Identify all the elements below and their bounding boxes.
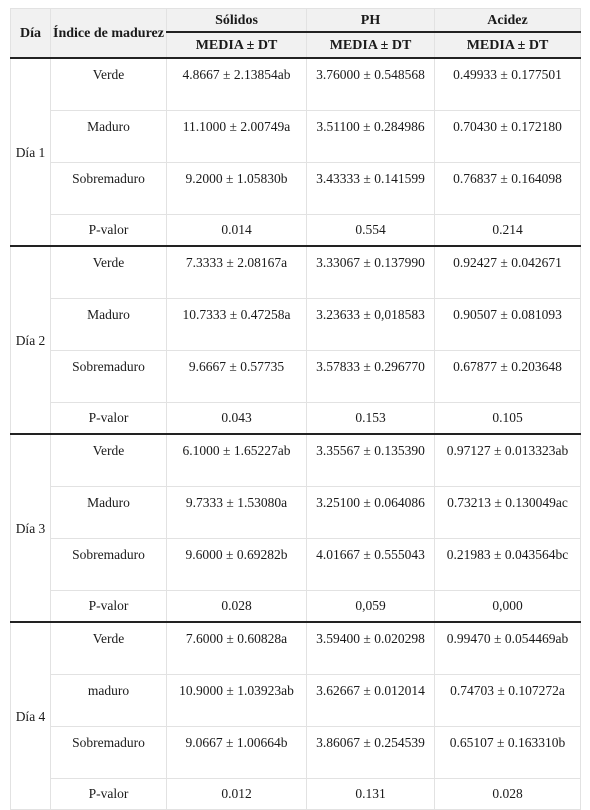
table-row (11, 58, 581, 111)
cell-indice: Verde (51, 434, 167, 487)
table-row (11, 434, 581, 487)
cell-solidos: 9.6000 ± 0.69282b (167, 539, 307, 591)
header-indice-madurez: Índice de madurez (51, 9, 167, 59)
cell-ph: 3.59400 ± 0.020298 (307, 622, 435, 675)
header-ph: PH (307, 9, 435, 33)
cell-solidos: 9.2000 ± 1.05830b (167, 163, 307, 215)
cell-ph: 0,059 (307, 591, 435, 623)
table-row (11, 299, 581, 351)
cell-solidos: 0.014 (167, 215, 307, 247)
cell-ph: 3.51100 ± 0.284986 (307, 111, 435, 163)
day-label: Día 4 (11, 622, 51, 810)
cell-indice: Maduro (51, 299, 167, 351)
cell-acidez: 0.028 (435, 779, 581, 810)
header-solidos: Sólidos (167, 9, 307, 33)
cell-indice: Maduro (51, 487, 167, 539)
cell-indice: Verde (51, 246, 167, 299)
p-value-row (11, 591, 581, 623)
cell-indice: P-valor (51, 403, 167, 435)
cell-ph: 3.57833 ± 0.296770 (307, 351, 435, 403)
cell-solidos: 6.1000 ± 1.65227ab (167, 434, 307, 487)
table-row (11, 487, 581, 539)
cell-solidos: 10.9000 ± 1.03923ab (167, 675, 307, 727)
header-acidez: Acidez (435, 9, 581, 33)
cell-acidez: 0.214 (435, 215, 581, 247)
cell-ph: 3.86067 ± 0.254539 (307, 727, 435, 779)
table-row (11, 111, 581, 163)
table-row (11, 351, 581, 403)
cell-solidos: 9.7333 ± 1.53080a (167, 487, 307, 539)
table-row (11, 622, 581, 675)
cell-ph: 0.153 (307, 403, 435, 435)
cell-ph: 3.23633 ± 0,018583 (307, 299, 435, 351)
cell-indice: P-valor (51, 779, 167, 810)
cell-ph: 4.01667 ± 0.555043 (307, 539, 435, 591)
cell-solidos: 9.6667 ± 0.57735 (167, 351, 307, 403)
header-dia: Día (11, 9, 51, 59)
table-row (11, 539, 581, 591)
cell-acidez: 0.65107 ± 0.163310b (435, 727, 581, 779)
cell-solidos: 0.012 (167, 779, 307, 810)
cell-indice: Verde (51, 622, 167, 675)
cell-solidos: 10.7333 ± 0.47258a (167, 299, 307, 351)
table-row (11, 727, 581, 779)
cell-acidez: 0.76837 ± 0.164098 (435, 163, 581, 215)
cell-ph: 3.43333 ± 0.141599 (307, 163, 435, 215)
cell-acidez: 0.67877 ± 0.203648 (435, 351, 581, 403)
cell-ph: 3.33067 ± 0.137990 (307, 246, 435, 299)
cell-ph: 0.554 (307, 215, 435, 247)
cell-indice: Verde (51, 58, 167, 111)
cell-solidos: 7.6000 ± 0.60828a (167, 622, 307, 675)
day-label: Día 3 (11, 434, 51, 622)
cell-indice: Maduro (51, 111, 167, 163)
subheader-acidez: MEDIA ± DT (435, 32, 581, 58)
cell-acidez: 0.105 (435, 403, 581, 435)
cell-solidos: 0.043 (167, 403, 307, 435)
cell-ph: 3.76000 ± 0.548568 (307, 58, 435, 111)
cell-ph: 3.62667 ± 0.012014 (307, 675, 435, 727)
cell-acidez: 0.90507 ± 0.081093 (435, 299, 581, 351)
table-row (11, 246, 581, 299)
cell-acidez: 0.74703 ± 0.107272a (435, 675, 581, 727)
cell-indice: Sobremaduro (51, 351, 167, 403)
cell-indice: P-valor (51, 591, 167, 623)
cell-ph: 0.131 (307, 779, 435, 810)
cell-ph: 3.35567 ± 0.135390 (307, 434, 435, 487)
cell-indice: P-valor (51, 215, 167, 247)
cell-indice: Sobremaduro (51, 539, 167, 591)
day-label: Día 2 (11, 246, 51, 434)
cell-solidos: 4.8667 ± 2.13854ab (167, 58, 307, 111)
p-value-row (11, 403, 581, 435)
cell-solidos: 7.3333 ± 2.08167a (167, 246, 307, 299)
cell-solidos: 9.0667 ± 1.00664b (167, 727, 307, 779)
cell-solidos: 0.028 (167, 591, 307, 623)
subheader-solidos: MEDIA ± DT (167, 32, 307, 58)
table-row (11, 675, 581, 727)
day-label: Día 1 (11, 58, 51, 246)
cell-ph: 3.25100 ± 0.064086 (307, 487, 435, 539)
cell-acidez: 0.70430 ± 0.172180 (435, 111, 581, 163)
cell-indice: Sobremaduro (51, 163, 167, 215)
cell-acidez: 0.92427 ± 0.042671 (435, 246, 581, 299)
table-row (11, 163, 581, 215)
cell-acidez: 0.21983 ± 0.043564bc (435, 539, 581, 591)
cell-acidez: 0.97127 ± 0.013323ab (435, 434, 581, 487)
cell-indice: Sobremaduro (51, 727, 167, 779)
cell-solidos: 11.1000 ± 2.00749a (167, 111, 307, 163)
subheader-ph: MEDIA ± DT (307, 32, 435, 58)
results-table (10, 8, 581, 810)
cell-acidez: 0,000 (435, 591, 581, 623)
cell-acidez: 0.99470 ± 0.054469ab (435, 622, 581, 675)
cell-acidez: 0.73213 ± 0.130049ac (435, 487, 581, 539)
cell-acidez: 0.49933 ± 0.177501 (435, 58, 581, 111)
p-value-row (11, 215, 581, 247)
cell-indice: maduro (51, 675, 167, 727)
